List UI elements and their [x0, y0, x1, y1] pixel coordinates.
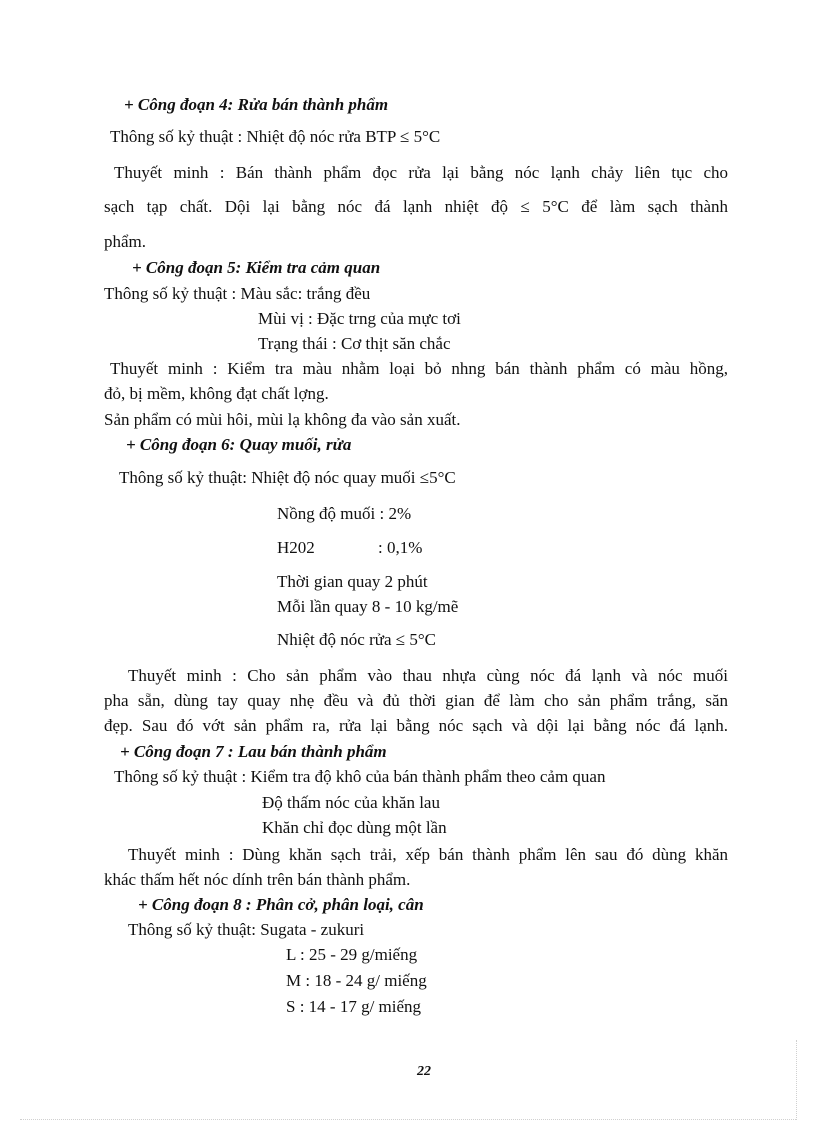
side-dotted-border	[796, 1040, 797, 1120]
step6-desc-line2: pha sẵn, dùng tay quay nhẹ đều và đủ thời gian để làm cho sản phẩm trắng, săn	[104, 691, 728, 710]
step5-spec-line2: Mùi vị : Đặc trng của mực tơi	[258, 309, 461, 328]
step6-spec-h2o2-value: : 0,1%	[378, 538, 423, 557]
step6-desc-line1: Thuyết minh : Cho sản phẩm vào thau nhựa cùng nóc đá lạnh và nóc muối	[128, 666, 728, 685]
step5-desc-line1: Thuyết minh : Kiểm tra màu nhằm loại bỏ nhng bán thành phẩm có màu hồng,	[110, 359, 728, 378]
step6-spec-h2o2-label: H202	[277, 538, 315, 557]
step8-spec-line4: S : 14 - 17 g/ miếng	[286, 997, 422, 1016]
step6-spec-line2: Nồng độ muối : 2%	[277, 504, 412, 523]
step6-spec-line5: Mỗi lần quay 8 - 10 kg/mẽ	[277, 597, 459, 616]
step7-desc-line1: Thuyết minh : Dùng khăn sạch trải, xếp bán thành phẩm lên sau đó dùng khăn	[128, 845, 728, 864]
step4-spec: Thông số kỷ thuật : Nhiệt độ nóc rửa BTP ≤ 5°C	[110, 127, 441, 146]
step5-desc-line3: Sản phẩm có mùi hôi, mùi lạ không đa vào sản xuất.	[104, 410, 461, 429]
step6-spec-line6: Nhiệt độ nóc rửa ≤ 5°C	[277, 630, 436, 649]
step5-desc-line2: đỏ, bị mềm, không đạt chất lợng.	[104, 384, 329, 403]
step8-spec-line2: L : 25 - 29 g/miếng	[286, 945, 418, 964]
step4-heading: + Công đoạn 4: Rửa bán thành phẩm	[124, 95, 389, 114]
bottom-dotted-border	[20, 1119, 796, 1120]
step7-desc-line2: khác thấm hết nóc dính trên bán thành phẩm.	[104, 870, 411, 889]
step6-heading: + Công đoạn 6: Quay muối, rửa	[126, 435, 352, 454]
step7-heading: + Công đoạn 7 : Lau bán thành phẩm	[120, 742, 387, 761]
step8-spec-line1: Thông số kỷ thuật: Sugata - zukuri	[128, 920, 365, 939]
step4-desc-line3: phẩm.	[104, 232, 147, 251]
step6-spec-line4: Thời gian quay 2 phút	[277, 572, 428, 591]
page-number: 22	[417, 1064, 431, 1079]
step5-heading: + Công đoạn 5: Kiểm tra cảm quan	[132, 258, 381, 277]
step5-spec-line1: Thông số kỷ thuật : Màu sắc: trắng đều	[104, 284, 371, 303]
step6-desc-line3: đẹp. Sau đó vớt sản phẩm ra, rửa lại bằng nóc sạch và dội lại bằng nóc đá lạnh.	[104, 716, 728, 735]
step7-spec-line3: Khăn chỉ đọc dùng một lần	[262, 818, 447, 837]
step4-desc-line1: Thuyết minh : Bán thành phẩm đọc rửa lại bằng nóc lạnh chảy liên tục cho	[114, 163, 728, 182]
step4-desc-line2: sạch tạp chất. Dội lại bằng nóc đá lạnh nhiệt độ ≤ 5°C để làm sạch thành	[104, 197, 728, 216]
step8-heading: + Công đoạn 8 : Phân cở, phân loại, cân	[138, 895, 424, 914]
step5-spec-line3: Trạng thái : Cơ thịt săn chắc	[258, 334, 451, 353]
step7-spec-line2: Độ thấm nóc của khăn lau	[262, 793, 440, 812]
step7-spec-line1: Thông số kỷ thuật : Kiểm tra độ khô của bán thành phẩm theo cảm quan	[114, 767, 606, 786]
step8-spec-line3: M : 18 - 24 g/ miếng	[286, 971, 427, 990]
step6-spec-line1: Thông số kỷ thuật: Nhiệt độ nóc quay muối ≤5°C	[119, 468, 456, 487]
